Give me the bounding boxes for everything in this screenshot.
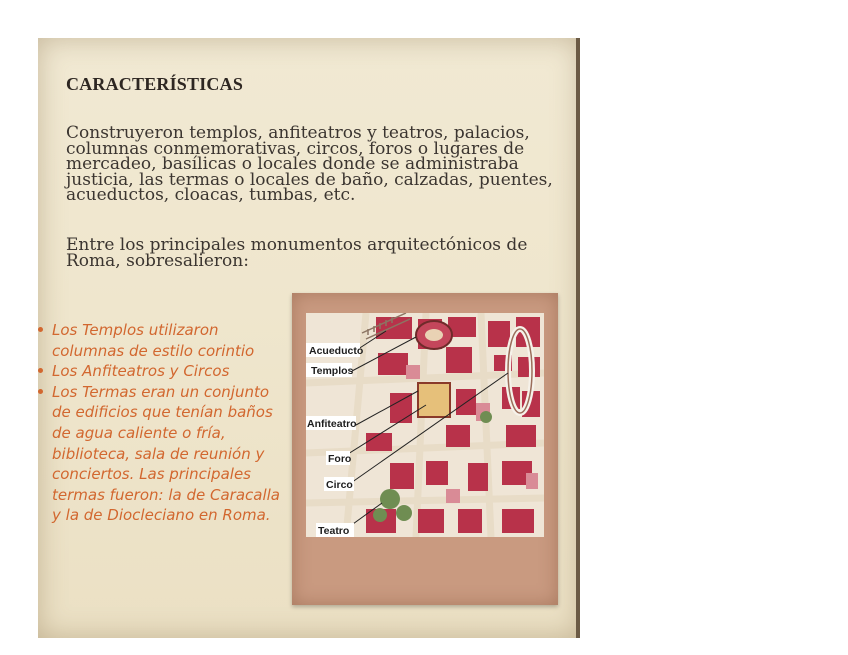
list-item-text: Los Templos utilizaron columnas de estilo corintio: [52, 321, 255, 360]
map-label-acueducto: Acueducto: [309, 345, 364, 357]
slide: [38, 38, 580, 638]
list-item-text: Los Termas eran un conjunto de edificios que tenían baños de agua caliente o fría, biblioteca, sala de reunión y conciertos. Las principales termas fueron: la de Caracalla y la de Diocleciano en Roma.: [52, 382, 280, 525]
map-label-anfiteatro: Anfiteatro: [307, 418, 357, 430]
intro-paragraph: Construyeron templos, anfiteatros y teatros, palacios, columnas conmemorativas, circos, foros o lugares de mercadeo, basílicas o locales donde se administraba justicia, las termas o locales de baño, calzadas, puentes, acueductos, cloacas, tumbas, etc.: [66, 123, 553, 205]
rome-map-illustration: [306, 313, 544, 537]
bullet-icon: [38, 368, 43, 373]
list-item: [38, 382, 288, 526]
list-item: [38, 361, 288, 382]
map-label-teatro: Teatro: [318, 525, 350, 537]
bullet-icon: [38, 327, 43, 332]
map-label-templos: Templos: [311, 365, 354, 377]
list-item-text: Los Anfiteatros y Circos: [52, 362, 230, 381]
slide-title: CARACTERÍSTICAS: [66, 74, 244, 94]
monuments-list: [38, 320, 288, 526]
rome-map-image: [306, 313, 544, 537]
map-label-foro: Foro: [328, 453, 352, 465]
monuments-paragraph: Entre los principales monumentos arquitectónicos de Roma, sobresalieron:: [66, 235, 528, 271]
list-item: [38, 320, 288, 361]
map-label-circo: Circo: [326, 479, 353, 491]
bullet-icon: [38, 389, 43, 394]
map-card: [292, 293, 558, 605]
